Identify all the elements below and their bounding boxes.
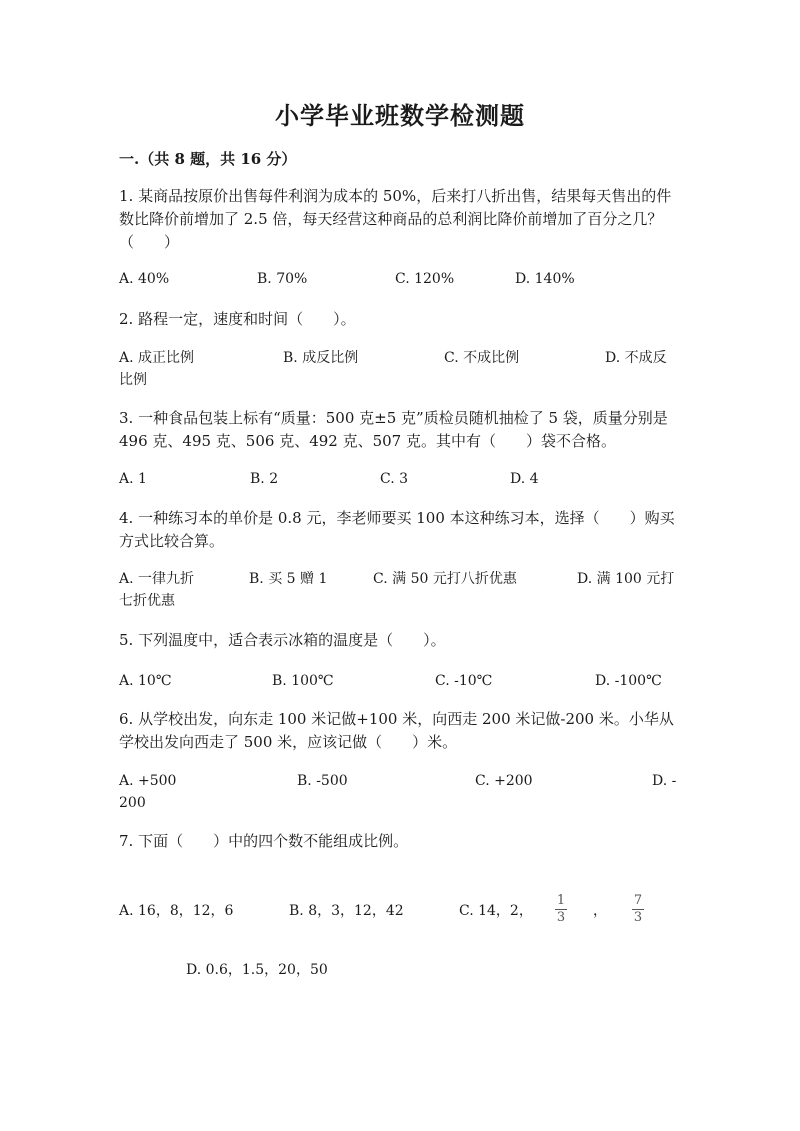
q4-option-b[interactable]: B. 买 5 赠 1 — [249, 571, 328, 587]
q3-option-d[interactable]: D. 4 — [510, 471, 539, 487]
question-3-text: 3. 一种食品包装上标有“质量：500 克±5 克”质检员随机抽检了 5 袋，质量分别是 496 克、495 克、506 克、492 克、507 克。其中有（ ）袋不合格。 — [119, 409, 668, 450]
fraction-denominator: 3 — [556, 910, 566, 925]
fraction-numerator: 7 — [633, 893, 643, 908]
q7-option-c-separator: ， — [593, 903, 607, 919]
question-6-text: 6. 从学校出发，向东走 100 米记做+100 米，向西走 200 米记做-200 米。小华从学校出发向西走了 500 米，应该记做（ ）米。 — [119, 710, 674, 751]
q7-option-c[interactable]: C. 14，2， — [459, 903, 533, 919]
fraction-numerator: 1 — [556, 893, 566, 908]
q6-option-b[interactable]: B. -500 — [297, 773, 348, 789]
q4-option-c[interactable]: C. 满 50 元打八折优惠 — [373, 571, 517, 587]
q7-option-a[interactable]: A. 16，8，12，6 — [119, 903, 234, 919]
q4-option-d-wrap[interactable]: 七折优惠 — [119, 593, 175, 609]
q2-option-b[interactable]: B. 成反比例 — [283, 350, 359, 366]
q1-option-a[interactable]: A. 40% — [119, 271, 170, 287]
q3-option-b[interactable]: B. 2 — [250, 471, 279, 487]
q4-option-d[interactable]: D. 满 100 元打 — [577, 571, 675, 587]
question-5-text: 5. 下列温度中，适合表示冰箱的温度是（ ）。 — [119, 631, 446, 649]
q6-option-d[interactable]: D. - — [652, 773, 677, 789]
q1-option-d[interactable]: D. 140% — [515, 271, 575, 287]
q2-option-c[interactable]: C. 不成比例 — [444, 350, 520, 366]
q6-option-c[interactable]: C. +200 — [475, 773, 533, 789]
q3-option-c[interactable]: C. 3 — [380, 471, 409, 487]
q5-option-c[interactable]: C. -10℃ — [435, 673, 493, 689]
q1-option-c[interactable]: C. 120% — [395, 271, 455, 287]
fraction-denominator: 3 — [633, 910, 643, 925]
q6-option-d-wrap[interactable]: 200 — [119, 795, 146, 811]
question-1-text: 1. 某商品按原价出售每件利润为成本的 50%，后来打八折出售，结果每天售出的件数比降价前增加了 2.5 倍，每天经营这种商品的总利润比降价前增加了百分之几？（ ） — [119, 187, 672, 251]
question-4-text: 4. 一种练习本的单价是 0.8 元，李老师要买 100 本这种练习本，选择（ ）购买方式比较合算。 — [119, 509, 675, 550]
q5-option-d[interactable]: D. -100℃ — [595, 673, 662, 689]
q7-option-d[interactable]: D. 0.6，1.5，20，50 — [186, 962, 328, 978]
q6-option-a[interactable]: A. +500 — [119, 773, 177, 789]
q2-option-d[interactable]: D. 不成反 — [605, 350, 667, 366]
q2-option-a[interactable]: A. 成正比例 — [119, 350, 195, 366]
question-2-text: 2. 路程一定，速度和时间（ ）。 — [119, 310, 356, 328]
page-title: 小学毕业班数学检测题 — [275, 101, 525, 130]
q1-option-b[interactable]: B. 70% — [257, 271, 308, 287]
question-7-text: 7. 下面（ ）中的四个数不能组成比例。 — [119, 832, 409, 850]
q3-option-a[interactable]: A. 1 — [119, 471, 147, 487]
q4-option-a[interactable]: A. 一律九折 — [119, 571, 195, 587]
fraction-one-third — [555, 894, 567, 925]
q2-option-d-wrap[interactable]: 比例 — [119, 372, 147, 388]
q7-option-b[interactable]: B. 8，3，12，42 — [289, 903, 404, 919]
fraction-seven-thirds — [632, 894, 644, 925]
section-heading: 一.（共 8 题，共 16 分） — [119, 150, 297, 168]
q5-option-b[interactable]: B. 100℃ — [272, 673, 334, 689]
q5-option-a[interactable]: A. 10℃ — [119, 673, 172, 689]
